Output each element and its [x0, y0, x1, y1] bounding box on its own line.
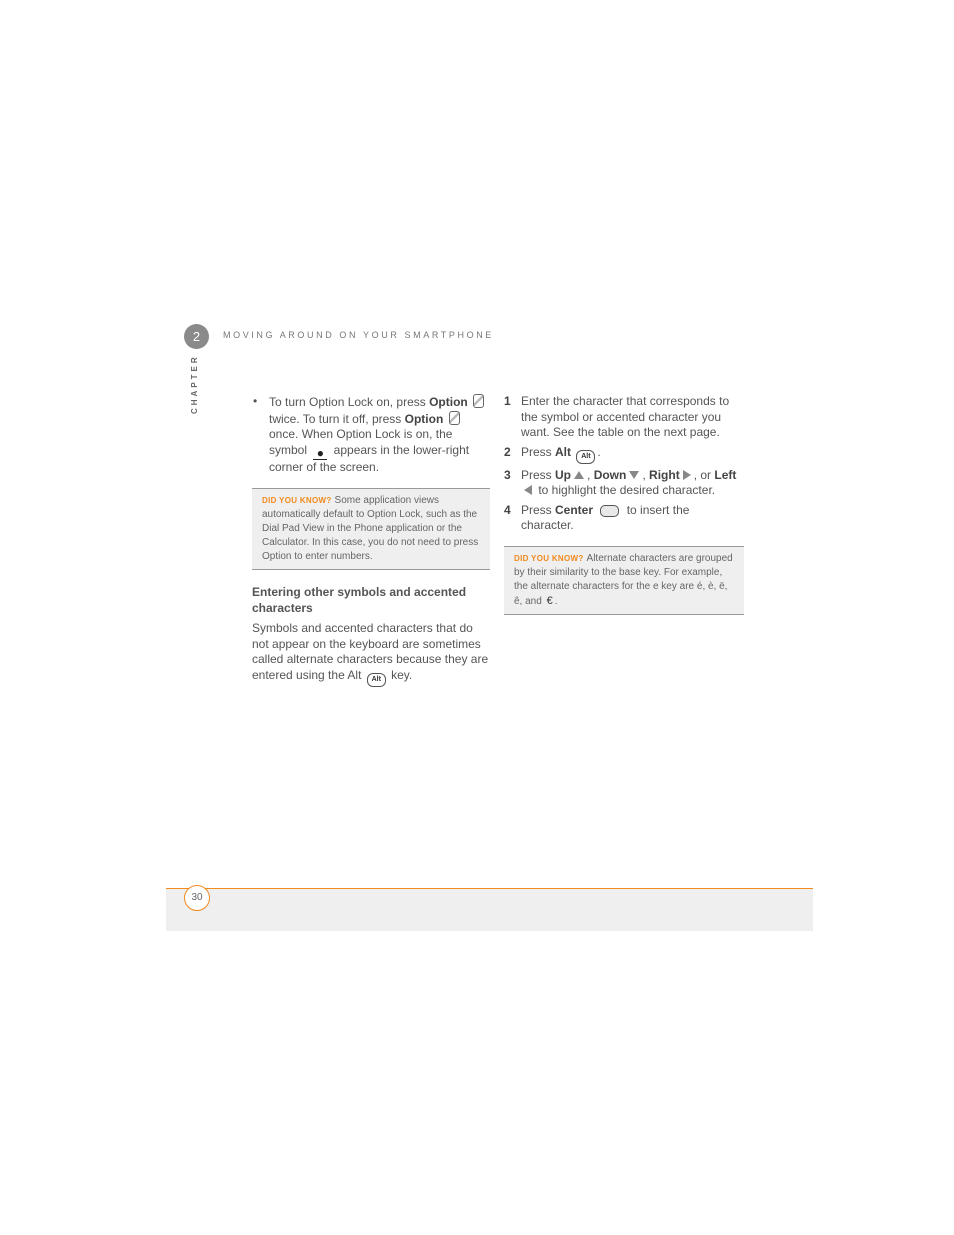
down-arrow-icon	[629, 471, 639, 479]
did-you-know-label: DID YOU KNOW?	[514, 553, 584, 563]
alt-key-icon: Alt	[367, 673, 386, 687]
bullet-text-2: twice. To turn it off, press	[269, 411, 405, 426]
section-heading: Entering other symbols and accented characters	[252, 585, 467, 615]
step-text: Enter the character that corresponds to the symbol or accented character you want. See the table on the next page.	[521, 394, 730, 439]
did-you-know-label: DID YOU KNOW?	[262, 496, 332, 505]
page-number: 30	[184, 885, 210, 911]
left-column	[252, 394, 490, 687]
footer-bar	[166, 888, 813, 931]
bullet-text-1: To turn Option Lock on, press	[269, 395, 430, 409]
option-lock-symbol-icon: ●	[313, 447, 327, 460]
right-bold: Right	[649, 467, 680, 482]
chapter-label: CHAPTER	[190, 354, 199, 414]
bullet-text-3: once. When Option Lock is on, the symbol	[269, 427, 453, 457]
step-text-pre: Press	[521, 444, 556, 459]
step-3	[504, 468, 744, 499]
center-bold: Center	[555, 502, 594, 517]
step-text-post: to highlight the desired character.	[535, 483, 716, 497]
alt-bold: Alt	[555, 444, 572, 459]
up-bold: Up	[555, 467, 572, 482]
bullet-dot: •	[253, 394, 258, 408]
alt-key-icon: Alt	[576, 450, 595, 464]
option-lock-bullet	[252, 394, 490, 475]
did-you-know-box	[504, 546, 744, 615]
chapter-title: MOVING AROUND ON YOUR SMARTPHONE	[223, 330, 494, 340]
left-arrow-icon	[524, 485, 532, 495]
right-column	[504, 394, 744, 615]
bullet-text-4: appears in the lower-right corner of the screen.	[269, 442, 470, 474]
step-text-post: .	[597, 444, 601, 459]
step-4	[504, 503, 744, 534]
step-2	[504, 445, 744, 464]
option-bold-2: Option	[404, 411, 444, 426]
right-arrow-icon	[683, 470, 691, 480]
step-text-post: to insert the character.	[521, 502, 690, 532]
did-you-know-box	[252, 488, 490, 570]
step-number: 3	[504, 467, 511, 482]
did-you-know-end: .	[554, 595, 558, 607]
step-text-pre: Press	[521, 502, 556, 517]
section-paragraph-text-1: Symbols and accented characters that do not appear on the keyboard are sometimes called alternate characters because they are entered using the Alt	[252, 621, 489, 682]
separator: ,	[587, 467, 594, 482]
left-bold: Left	[714, 467, 737, 482]
option-bold-1: Option	[429, 395, 468, 409]
up-arrow-icon	[574, 471, 584, 479]
euro-icon: €	[546, 594, 553, 607]
section-paragraph-text-2: key.	[387, 667, 413, 682]
center-key-icon	[600, 505, 619, 517]
step-number: 2	[504, 444, 511, 459]
step-number: 4	[504, 502, 511, 517]
option-key-icon	[473, 394, 484, 408]
separator: , or	[693, 467, 715, 482]
step-text-pre: Press	[521, 467, 556, 482]
separator: ,	[642, 467, 650, 482]
step-1	[504, 394, 744, 441]
did-you-know-text: Some application views automatically default to Option Lock, such as the Dial Pad View in the Phone application or the Calculator. In this case, you do not need to press Option to enter numbers.	[262, 495, 479, 562]
section-paragraph	[252, 621, 490, 687]
did-you-know-text: Alternate characters are grouped by their similarity to the base key. For example, the alternate characters for the e key are é, è, ë, ê, and	[514, 552, 733, 607]
down-bold: Down	[593, 467, 627, 482]
option-key-icon	[449, 411, 460, 425]
chapter-number-badge: 2	[184, 324, 209, 349]
step-number: 1	[504, 394, 511, 408]
